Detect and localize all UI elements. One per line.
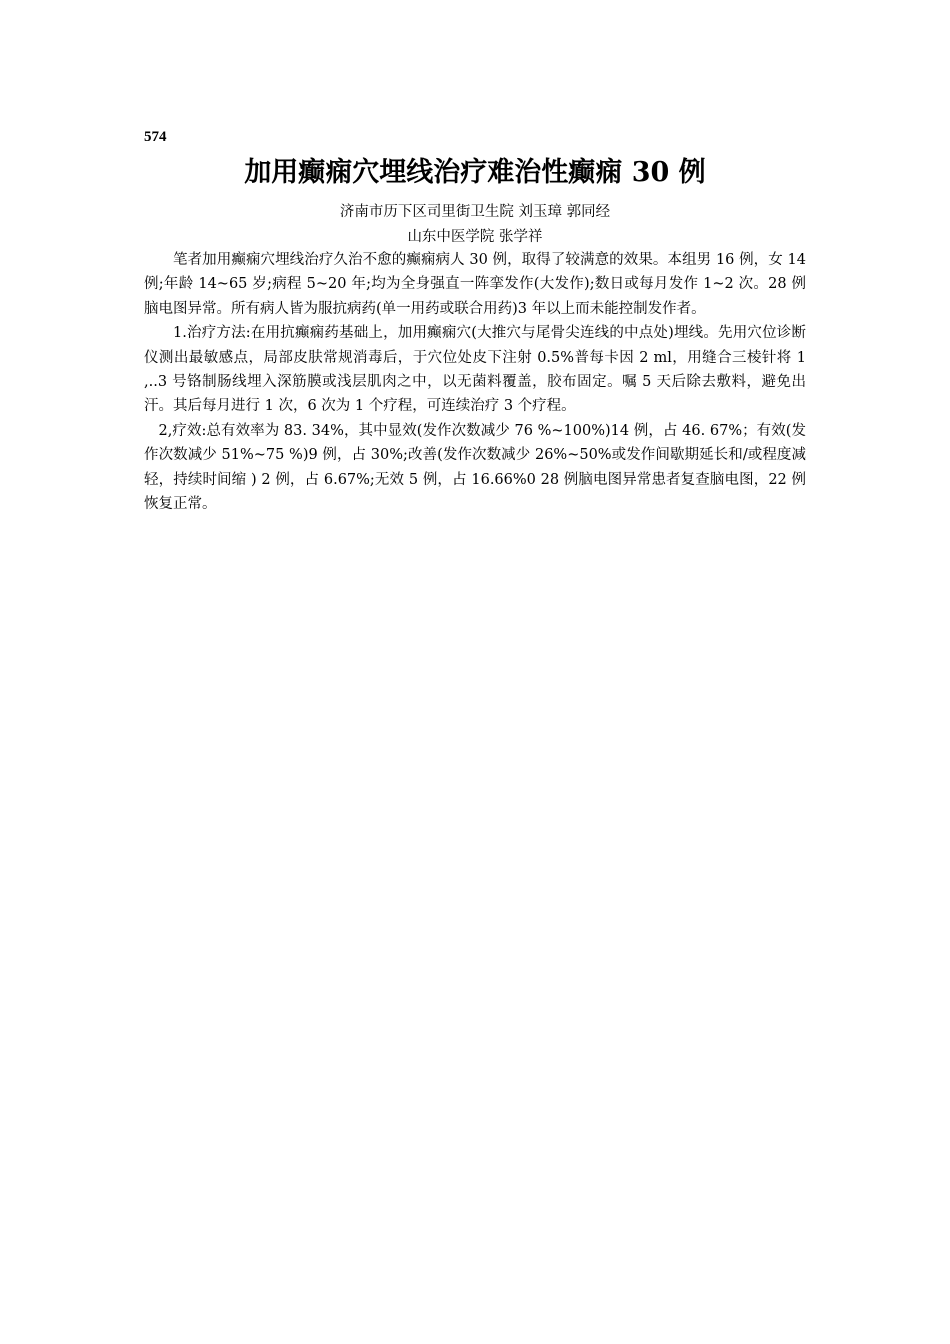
author-affiliation: 济南市历下区司里街卫生院 刘玉璋 郭同经 xyxy=(339,204,611,220)
paragraph-results: 2,疗效:总有效率为 83. 34%，其中显效(发作次数减少 76 %~100%)14 例，占 46. 67%；有效(发作次数减少 51%~75 %)9 例，占 30%;改善(发作次数减少 26%~50%或发作间歇期延长和/或程度减轻，持续时间缩 ) 2 例，占 6.67%;无效 5 例，占 16.66%0 28 例脑电图异常患者复查脑电图，22 例恢复正常。 xyxy=(144,422,806,513)
author-affiliation: 山东中医学院 张学祥 xyxy=(407,229,543,245)
paragraph-intro: 笔者加用癫痫穴埋线治疗久治不愈的癫痫病人 30 例，取得了较满意的效果。本组男 16 例，女 14 例;年龄 14~65 岁;病程 5~20 年;均为全身强直一阵挛发作(大发作);数日或每月发作 1~2 次。28 例脑电图异常。所有病人皆为服抗病药(单一用药或联合用药)3 年以上而未能控制发作者。 xyxy=(144,252,806,317)
paragraph-method: 1.治疗方法:在用抗癫痫药基础上，加用癫痫穴(大推穴与尾骨尖连线的中点处)埋线。先用穴位诊断仪测出最敏感点，局部皮肤常规消毒后，于穴位处皮下注射 0.5%普每卡因 2 ml，用缝合三棱针将 1 ,..3 号铬制肠线埋入深筋膜或浅层肌肉之中，以无菌料覆盖，胶布固定。嘱 5 天后除去敷料，避免出汗。其后每月进行 1 次，6 次为 1 个疗程，可连续治疗 3 个疗程。 xyxy=(144,325,806,415)
page-number: 574 xyxy=(144,129,167,145)
article-title: 加用癫痫穴埋线治疗难治性癫痫 30 例 xyxy=(244,157,706,188)
article-body xyxy=(144,248,806,516)
